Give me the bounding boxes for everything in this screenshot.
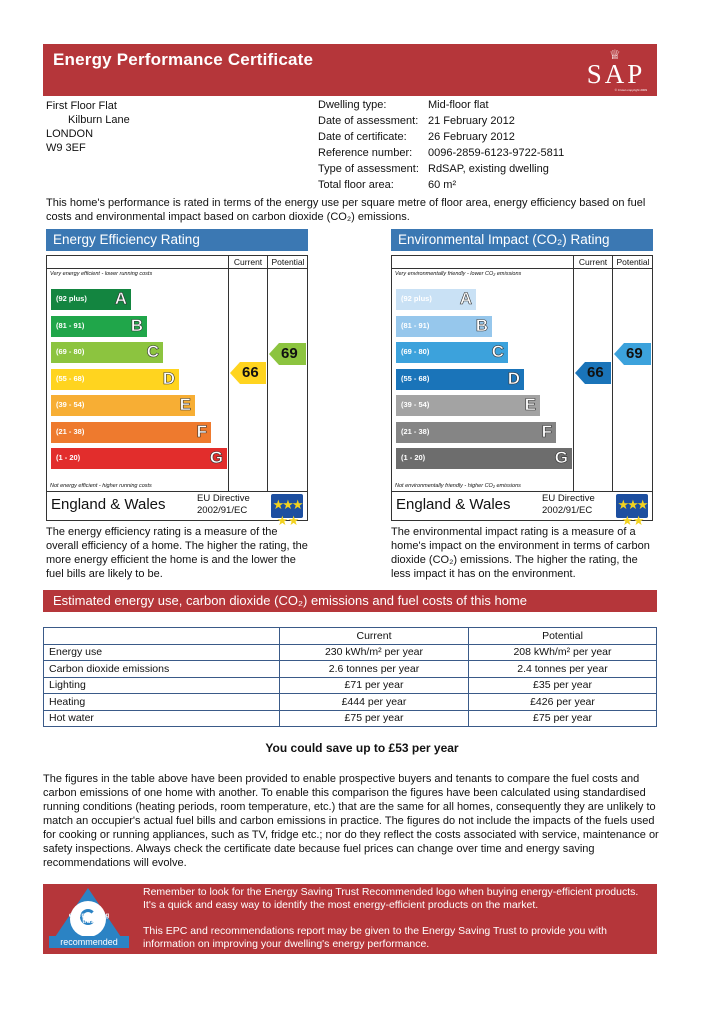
footer-text-2: This EPC and recommendations report may be given to the Energy Saving Trust to provide you with information on improving your dwelling's energy performance. [143,925,607,950]
detail-value: RdSAP, existing dwelling [428,163,549,175]
column-divider [267,256,268,491]
band-letter: F [541,421,552,441]
estimated-banner [43,590,657,612]
row-label: Lighting [44,677,280,694]
row-potential: £75 per year [469,710,657,727]
band-range: (55 - 68) [56,373,85,383]
band-letter: B [475,315,488,335]
band-range: (39 - 54) [401,400,430,409]
column-divider [573,256,574,491]
current-rating-arrow [230,362,266,384]
detail-value: 26 February 2012 [428,131,515,143]
detail-label: Date of certificate: [318,131,407,143]
band-letter: G [209,448,223,467]
badge-bottom-text: recommended [49,936,129,948]
rating-band-g [51,448,227,469]
band-letter: G [554,448,568,467]
band-letter: E [179,395,191,414]
eu-directive-line-2: 2002/91/EC [542,505,593,516]
potential-column-header: Potential [616,257,650,267]
address-line-3: LONDON [46,128,94,140]
row-current: £444 per year [280,694,469,711]
table-header-current: Current [280,628,469,645]
rating-band-e [396,395,540,416]
eu-directive-line-2: 2002/91/EC [197,505,248,516]
rating-band-a [396,289,476,310]
footer-text-1: Remember to look for the Energy Saving Trust Recommended logo when buying energy-efficient products. It's a quick and easy way to identify the most energy-efficient products on the market. [143,886,639,911]
eu-flag-icon: ★★★ ★ ★ [616,494,648,518]
row-current: 230 kWh/m² per year [280,644,469,661]
environmental-chart [391,255,653,528]
top-note: Very environmentally friendly - lower CO₂ emissions [395,271,522,277]
region-label: England & Wales [51,496,166,513]
current-column-header: Current [233,257,263,267]
detail-row [318,129,564,145]
crown-icon: ♕ [609,47,621,62]
costs-table [43,627,657,727]
column-divider [228,256,229,491]
band-letter: D [507,368,520,388]
property-address [46,99,130,155]
potential-rating-arrow [269,343,306,365]
table-row [44,677,657,694]
detail-value: 21 February 2012 [428,115,515,127]
potential-rating-arrow-value: 69 [281,345,298,362]
detail-row [318,145,564,161]
address-line-1: First Floor Flat [46,100,117,112]
row-potential: £426 per year [469,694,657,711]
band-range: (92 plus) [56,294,87,303]
region-label: England & Wales [396,496,511,513]
eu-directive-line-1: EU Directive [542,493,595,504]
detail-row [318,113,564,129]
detail-label: Type of assessment: [318,163,419,175]
band-range: (81 - 91) [401,320,430,330]
efficiency-explanation: The energy efficiency rating is a measure of the overall efficiency of a home. The higher the rating, the more energy efficient the home is and the lower the fuel bills are likely to be. [46,526,308,580]
rating-band-d [396,369,524,390]
table-header-row [44,628,657,645]
band-letter: B [130,315,143,335]
row-label: Carbon dioxide emissions [44,661,280,678]
band-range: (1 - 20) [401,453,426,462]
rating-band-e [51,395,195,416]
environmental-explanation: The environmental impact rating is a measure of a home's impact on the environment in terms of carbon dioxide (CO₂) emissions. The higher the rating, the less impact it has on the environment. [391,526,650,580]
band-range: (69 - 80) [401,347,430,356]
rating-band-f [51,422,211,443]
row-current: 2.6 tonnes per year [280,661,469,678]
detail-value: Mid-floor flat [428,99,489,111]
row-label: Hot water [44,710,280,727]
detail-value: 60 m² [428,179,457,191]
rating-band-a [51,289,131,310]
band-range: (81 - 91) [56,320,85,330]
row-potential: 208 kWh/m² per year [469,644,657,661]
table-row [44,661,657,678]
estimated-heading: Estimated energy use, carbon dioxide (CO₂) emissions and fuel costs of this home [53,593,527,608]
band-range: (92 plus) [401,294,432,303]
band-letter: A [114,289,127,308]
band-range: (1 - 20) [56,453,81,462]
current-rating-arrow [575,362,611,384]
eu-flag-icon: ★★★ ★ ★ [271,494,303,518]
band-range: (55 - 68) [401,373,430,383]
page-title: Energy Performance Certificate [53,50,314,69]
row-potential: 2.4 tonnes per year [469,661,657,678]
detail-label: Dwelling type: [318,99,387,111]
rating-band-f [396,422,556,443]
table-row [44,710,657,727]
efficiency-chart [46,255,308,528]
band-letter: D [162,368,175,388]
row-label: Energy use [44,644,280,661]
rating-band-b [51,316,147,337]
dwelling-details [318,97,564,193]
footer-divider [47,491,307,492]
savings-headline: You could save up to £53 per year [265,741,459,755]
footer-banner [43,884,657,954]
band-letter: F [196,421,207,441]
detail-label: Total floor area: [318,179,394,191]
efficiency-heading: Energy Efficiency Rating [46,229,308,251]
energy-saving-trust-logo [49,888,127,950]
band-range: (21 - 38) [401,426,430,436]
detail-row [318,177,564,193]
bottom-note: Not energy efficient - higher running costs [50,483,152,489]
table-row [44,694,657,711]
table-header-potential: Potential [469,628,657,645]
band-range: (21 - 38) [56,426,85,436]
bottom-note: Not environmentally friendly - higher CO₂ emissions [395,483,521,489]
eu-directive [197,493,250,517]
table-row [44,644,657,661]
intro-text: This home's performance is rated in terms of the energy use per square metre of floor area, energy efficiency based on fuel costs and environmental impact based on carbon dioxide (CO₂) emissions. [46,197,646,223]
row-current: £75 per year [280,710,469,727]
detail-label: Date of assessment: [318,115,419,127]
header-divider [47,268,307,269]
current-column-header: Current [578,257,608,267]
current-rating-arrow-value: 66 [587,363,604,381]
rating-band-c [51,342,163,363]
eu-directive-line-1: EU Directive [197,493,250,504]
row-label: Heating [44,694,280,711]
current-rating-arrow-value: 66 [242,363,259,381]
badge-top-text: energy saving trust [68,913,110,925]
rating-band-g [396,448,572,469]
row-potential: £35 per year [469,677,657,694]
detail-value: 0096-2859-6123-9722-5811 [428,147,565,159]
detail-label: Reference number: [318,147,413,159]
header-divider [392,268,652,269]
environmental-heading: Environmental Impact (CO₂) Rating [391,229,653,251]
sap-logo-text: SAP [586,59,646,89]
band-letter: C [491,342,504,361]
detail-row [318,161,564,177]
title-banner [43,44,657,96]
potential-column-header: Potential [271,257,305,267]
potential-rating-arrow [614,343,651,365]
address-line-4: W9 3EF [46,142,86,154]
top-note: Very energy efficient - lower running costs [50,271,153,277]
footer-divider [392,491,652,492]
logo-copyright: © Crown copyright 2009 [614,88,647,92]
column-divider [612,256,613,491]
sap-logo [583,48,649,92]
detail-row [318,97,564,113]
band-letter: A [459,289,472,308]
rating-band-b [396,316,492,337]
band-range: (69 - 80) [56,347,85,356]
rating-band-c [396,342,508,363]
rating-band-d [51,369,179,390]
band-letter: E [524,395,536,414]
band-letter: C [146,342,159,361]
eu-directive [542,493,595,517]
band-range: (39 - 54) [56,400,85,409]
address-line-2: Kilburn Lane [68,114,130,126]
potential-rating-arrow-value: 69 [626,345,643,362]
table-header-blank [44,628,280,645]
row-current: £71 per year [280,677,469,694]
figures-explanation: The figures in the table above have been provided to enable prospective buyers and tenants to compare the fuel costs and carbon emissions of one home with another. To enable this comparison the figures have been calculated using standardised running conditions (heating periods, room temperature, etc.) that are the same for all homes, consequently they are unlikely to match an occupier's actual fuel bills and carbon emissions in practice. The figures do not include the impacts of the fuels used for cooking or running appliances, such as TV, fridge etc.; nor do they reflect the costs associated with service, maintenance or safety inspections. Always check the certificate date because fuel prices can change over time and energy saving recommendations will evolve. [43,773,659,869]
